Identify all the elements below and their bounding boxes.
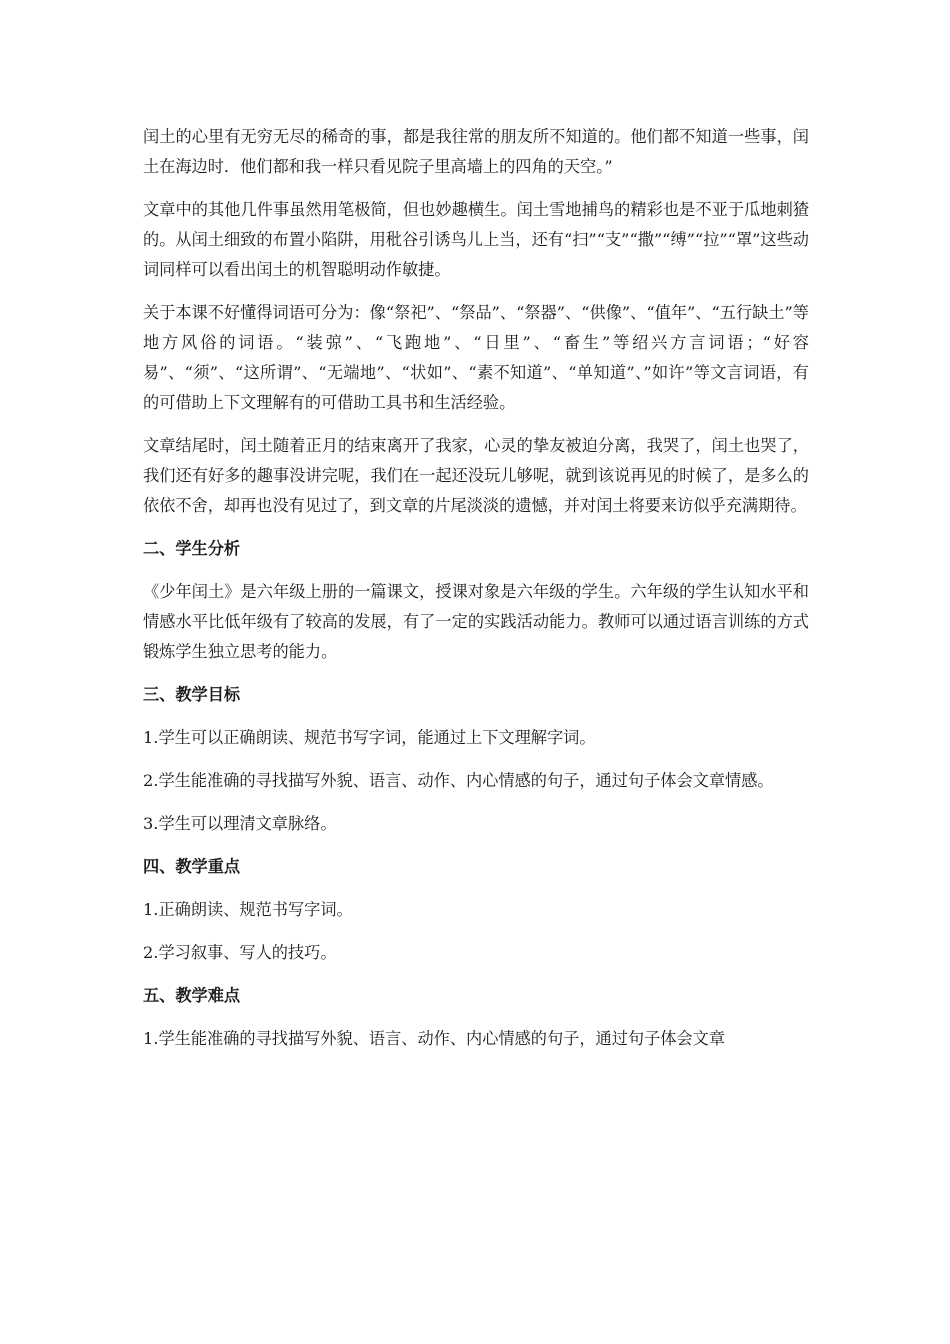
heading-teaching-difficulty: 五、教学难点 — [143, 986, 241, 1005]
document-page — [143, 122, 809, 1067]
paragraph-runtu-stories: 闰土的心里有无穷无尽的稀奇的事，都是我往常的朋友所不知道的。他们都不知道一些事，闰土在海边时．他们都和我一样只看见院子里高墙上的四角的天空。” — [143, 127, 809, 176]
goal-item-2: 2.学生能准确的寻找描写外貌、语言、动作、内心情感的句子，通过句子体会文章情感。 — [143, 771, 774, 790]
heading-student-analysis: 二、学生分析 — [143, 539, 241, 558]
focus-item-2: 2.学习叙事、写人的技巧。 — [143, 943, 337, 962]
goal-item-1: 1.学生可以正确朗读、规范书写字词，能通过上下文理解字词。 — [143, 728, 596, 747]
goal-item-3: 3.学生可以理清文章脉络。 — [143, 814, 337, 833]
focus-item-1: 1.正确朗读、规范书写字词。 — [143, 900, 353, 919]
paragraph-ending: 文章结尾时，闰土随着正月的结束离开了我家，心灵的挚友被迫分离，我哭了，闰土也哭了，我们还有好多的趣事没讲完呢，我们在一起还没玩儿够呢，就到该说再见的时候了，是多么的依依不舍，却再也没有见过了，到文章的片尾淡淡的遗憾，并对闰土将要来访似乎充满期待。 — [143, 436, 809, 515]
heading-teaching-goals: 三、教学目标 — [143, 685, 241, 704]
paragraph-vocabulary: 关于本课不好懂得词语可分为：像“祭祀”、“祭品”、“祭器”、“供像”、“值年”、“五行缺土”等地方风俗的词语。“装弶”、“飞跑地”、“日里”、“畜生”等绍兴方言词语；“好容易”、“须”、“这所谓”、“无端地”、“状如”、“素不知道”、“单知道”、”如许”等文言词语，有的可借助上下文理解有的可借助工具书和生活经验。 — [143, 303, 809, 412]
paragraph-student-analysis: 《少年闰土》是六年级上册的一篇课文，授课对象是六年级的学生。六年级的学生认知水平和情感水平比低年级有了较高的发展，有了一定的实践活动能力。教师可以通过语言训练的方式锻炼学生独立思考的能力。 — [143, 582, 809, 661]
heading-teaching-focus: 四、教学重点 — [143, 857, 241, 876]
paragraph-catching-birds: 文章中的其他几件事虽然用笔极简，但也妙趣横生。闰土雪地捕鸟的精彩也是不亚于瓜地刺猹的。从闰土细致的布置小陷阱，用秕谷引诱鸟儿上当，还有“扫”“支”“撒”“缚”“拉”“罩”这些动词同样可以看出闰土的机智聪明动作敏捷。 — [143, 200, 809, 279]
difficulty-item-1: 1.学生能准确的寻找描写外貌、语言、动作、内心情感的句子，通过句子体会文章 — [143, 1029, 726, 1048]
